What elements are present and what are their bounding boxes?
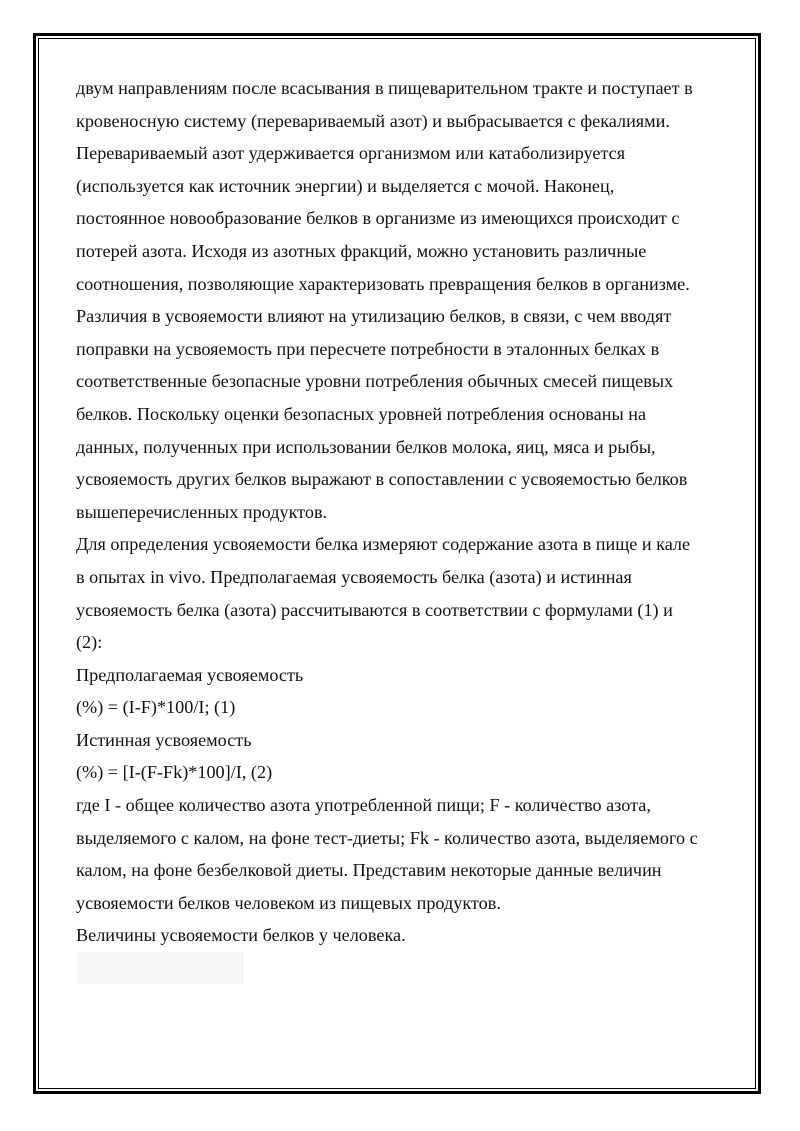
formula-label: Истинная усвояемость: [76, 729, 252, 750]
text-line: кровеносную систему (перевариваемый азот) и выбрасывается с фекалиями.: [76, 110, 670, 131]
formula: (%) = (I-F)*100/I; (1): [76, 697, 236, 718]
document-body: [76, 72, 726, 952]
text-line: данных, полученных при использовании белков молока, яиц, мяса и рыбы,: [76, 436, 656, 457]
text-line: (2):: [76, 632, 103, 653]
text-line: в опытах in vivo. Предполагаемая усвояемость белка (азота) и истинная: [76, 566, 632, 587]
text-line: двум направлениям после всасывания в пищеварительном тракте и поступает в: [76, 78, 693, 98]
text-line: белков. Поскольку оценки безопасных уровней потребления основаны на: [76, 403, 647, 424]
text-line: поправки на усвояемость при пересчете потребности в эталонных белках в: [76, 338, 660, 359]
text-line: (используется как источник энергии) и выделяется с мочой. Наконец,: [76, 175, 615, 196]
text-line: выделяемого с калом, на фоне тест-диеты; Fk - количество азота, выделяемого с: [76, 827, 698, 848]
text-line: Для определения усвояемости белка измеряют содержание азота в пище и кале: [76, 534, 691, 555]
text-line: вышеперечисленных продуктов.: [76, 501, 328, 522]
text-line: калом, на фоне безбелковой диеты. Представим некоторые данные величин: [76, 860, 662, 881]
formula: (%) = [I-(F-Fk)*100]/I, (2): [76, 762, 273, 783]
text-line: усвояемость других белков выражают в сопоставлении с усвояемостью белков: [76, 469, 688, 490]
text-line: постоянное новообразование белков в организме из имеющихся происходит с: [76, 208, 680, 229]
text-line: Различия в усвояемости влияют на утилизацию белков, в связи, с чем вводят: [76, 306, 672, 327]
text-line: Перевариваемый азот удерживается организмом или катаболизируется: [76, 143, 626, 164]
table-caption: Величины усвояемости белков у человека.: [76, 925, 406, 946]
text-line: усвояемости белков человеком из пищевых продуктов.: [76, 892, 501, 913]
faded-placeholder-block: [77, 952, 244, 984]
text-line: соответственные безопасные уровни потребления обычных смесей пищевых: [76, 371, 674, 392]
text-line: усвояемость белка (азота) рассчитываются в соответствии с формулами (1) и: [76, 599, 673, 620]
text-line: соотношения, позволяющие характеризовать превращения белков в организме.: [76, 273, 690, 294]
formula-label: Предполагаемая усвояемость: [76, 664, 304, 685]
text-line: потерей азота. Исходя из азотных фракций, можно установить различные: [76, 240, 647, 261]
text-line: где I - общее количество азота употребленной пищи; F - количество азота,: [76, 795, 651, 816]
